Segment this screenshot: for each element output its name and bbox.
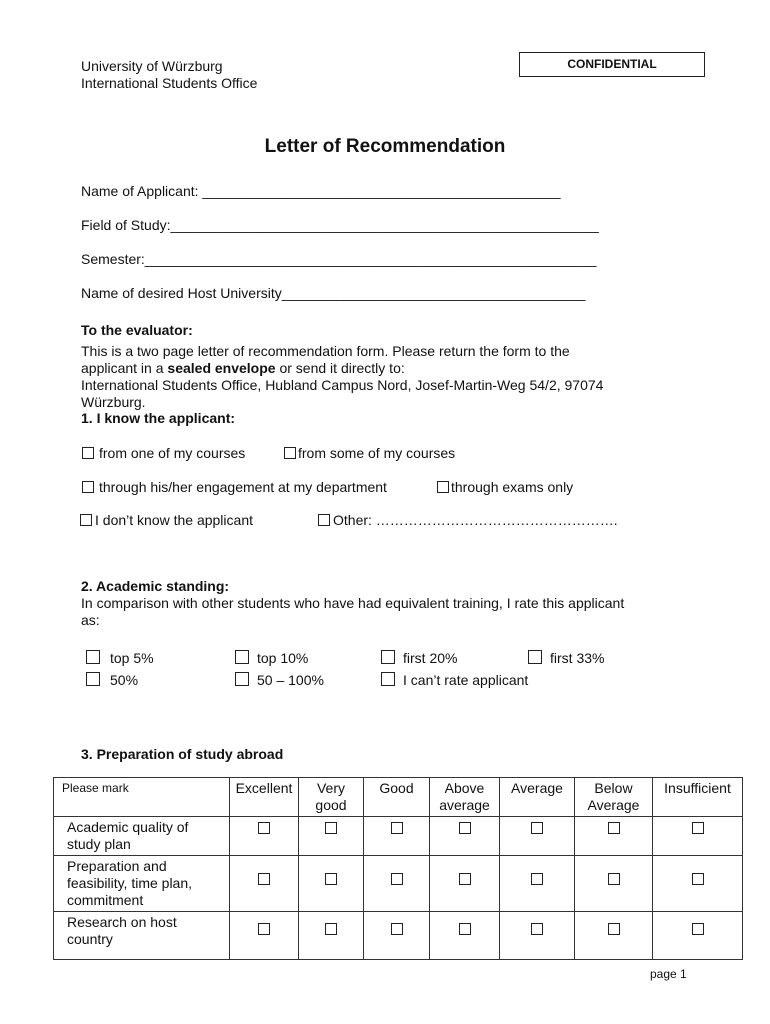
- rating-cell[interactable]: [575, 817, 653, 856]
- checkbox[interactable]: [692, 822, 704, 834]
- evaluator-text-4: Würzburg.: [81, 394, 146, 410]
- checkbox[interactable]: [258, 822, 270, 834]
- row-label-line: commitment: [67, 892, 144, 908]
- rating-cell[interactable]: [364, 912, 430, 960]
- checkbox[interactable]: [381, 672, 395, 686]
- col-insufficient: [653, 778, 743, 817]
- university-name: University of Würzburg: [81, 58, 223, 74]
- option-label: first 20%: [403, 650, 458, 666]
- field-of-study-field[interactable]: Field of Study:_______________________________________________________: [81, 217, 599, 233]
- col-label: Average: [511, 780, 563, 796]
- rating-cell[interactable]: [299, 817, 364, 856]
- evaluator-text-1: This is a two page letter of recommendation form. Please return the form to the: [81, 343, 570, 359]
- option-label: 50%: [110, 672, 139, 688]
- col-label: average: [439, 797, 490, 813]
- checkbox[interactable]: [391, 822, 403, 834]
- checkbox[interactable]: [235, 650, 249, 664]
- section3-heading: 3. Preparation of study abroad: [81, 746, 284, 762]
- row-label: [54, 912, 230, 960]
- row-label-line: Research on host: [67, 914, 177, 930]
- option-other[interactable]: [318, 512, 618, 528]
- checkbox[interactable]: [325, 923, 337, 935]
- semester-field[interactable]: Semester:__________________________________________________________: [81, 251, 597, 267]
- row-label-line: feasibility, time plan,: [67, 875, 193, 891]
- option-label: from some of my courses: [298, 445, 456, 461]
- checkbox[interactable]: [459, 873, 471, 885]
- table-row: [54, 912, 743, 960]
- col-above-average: [430, 778, 500, 817]
- rating-cell[interactable]: [299, 912, 364, 960]
- checkbox[interactable]: [82, 481, 94, 493]
- section1-heading: 1. I know the applicant:: [81, 410, 236, 426]
- rank-top-10[interactable]: [235, 650, 308, 666]
- confidential-label: CONFIDENTIAL: [567, 57, 657, 71]
- row-label-line: Academic quality of: [67, 819, 189, 835]
- option-label: from one of my courses: [99, 445, 246, 461]
- rank-cant-rate[interactable]: [381, 672, 528, 688]
- checkbox[interactable]: [531, 873, 543, 885]
- checkbox[interactable]: [284, 447, 296, 459]
- option-one-course[interactable]: [82, 445, 245, 461]
- rating-cell[interactable]: [430, 817, 500, 856]
- checkbox[interactable]: [82, 447, 94, 459]
- option-engagement[interactable]: [82, 479, 387, 495]
- checkbox[interactable]: [531, 822, 543, 834]
- row-label-line: Preparation and: [67, 858, 167, 874]
- checkbox[interactable]: [381, 650, 395, 664]
- col-good: [364, 778, 430, 817]
- checkbox[interactable]: [608, 873, 620, 885]
- sealed-envelope-text: sealed envelope: [167, 360, 276, 376]
- option-label: first 33%: [550, 650, 605, 666]
- section2-text-2: as:: [81, 612, 100, 628]
- evaluator-text-2: [81, 360, 405, 376]
- checkbox[interactable]: [391, 923, 403, 935]
- col-excellent: [230, 778, 299, 817]
- evaluator-heading: To the evaluator:: [81, 322, 193, 338]
- col-label: Below: [594, 780, 633, 796]
- rating-cell[interactable]: [653, 856, 743, 912]
- evaluator-text-2a: applicant in a: [81, 360, 168, 376]
- table-row: [54, 817, 743, 856]
- rating-cell[interactable]: [230, 912, 299, 960]
- please-mark-label: Please mark: [62, 781, 129, 795]
- col-label: Good: [379, 780, 414, 796]
- rank-50-100[interactable]: [235, 672, 324, 688]
- col-label: Very: [316, 780, 345, 796]
- col-average: [500, 778, 575, 817]
- checkbox[interactable]: [86, 650, 100, 664]
- rating-cell[interactable]: [430, 856, 500, 912]
- rating-cell[interactable]: [500, 817, 575, 856]
- page-number: page 1: [650, 967, 687, 981]
- table-row: [54, 856, 743, 912]
- checkbox[interactable]: [437, 481, 449, 493]
- option-dont-know[interactable]: [80, 512, 253, 528]
- row-label-line: study plan: [67, 836, 131, 852]
- rating-cell[interactable]: [230, 817, 299, 856]
- option-label: I can’t rate applicant: [403, 672, 529, 688]
- option-label: Other: …………………………………………….: [333, 512, 618, 528]
- option-label: 50 – 100%: [257, 672, 324, 688]
- checkbox[interactable]: [459, 923, 471, 935]
- col-very-good: [299, 778, 364, 817]
- rating-cell[interactable]: [500, 912, 575, 960]
- checkbox[interactable]: [258, 873, 270, 885]
- option-exams-only[interactable]: [437, 479, 573, 495]
- checkbox[interactable]: [86, 672, 100, 686]
- evaluator-text-3: International Students Office, Hubland Campus Nord, Josef-Martin-Weg 54/2, 97074: [81, 377, 604, 393]
- host-university-field[interactable]: Name of desired Host University_______________________________________: [81, 285, 586, 301]
- col-label: good: [315, 797, 347, 813]
- confidential-box: [519, 52, 705, 77]
- col-label: Average: [587, 797, 640, 813]
- evaluator-text-2b: or send it directly to:: [275, 360, 405, 376]
- rating-cell[interactable]: [653, 912, 743, 960]
- checkbox[interactable]: [608, 923, 620, 935]
- checkbox[interactable]: [608, 822, 620, 834]
- rating-cell[interactable]: [230, 856, 299, 912]
- rank-50[interactable]: [86, 672, 138, 688]
- checkbox[interactable]: [235, 672, 249, 686]
- option-some-courses[interactable]: [284, 445, 455, 461]
- rank-first-20[interactable]: [381, 650, 457, 666]
- rating-cell[interactable]: [430, 912, 500, 960]
- option-label: through his/her engagement at my department: [99, 479, 387, 495]
- rating-table: [53, 777, 743, 960]
- table-header-row: [54, 778, 743, 817]
- row-label-line: country: [67, 931, 113, 947]
- section2-text-1: In comparison with other students who have had equivalent training, I rate this applicant: [81, 595, 625, 611]
- row-label: [54, 856, 230, 912]
- col-label: Excellent: [235, 780, 293, 796]
- checkbox[interactable]: [391, 873, 403, 885]
- option-label: through exams only: [451, 479, 574, 495]
- option-label: I don’t know the applicant: [95, 512, 253, 528]
- table-corner-cell: [54, 778, 230, 817]
- rating-cell[interactable]: [364, 817, 430, 856]
- applicant-name-field[interactable]: Name of Applicant: ______________________________________________: [81, 183, 561, 199]
- col-label: Above: [444, 780, 485, 796]
- rating-cell[interactable]: [575, 856, 653, 912]
- row-label: [54, 817, 230, 856]
- option-label: top 10%: [257, 650, 309, 666]
- col-below-average: [575, 778, 653, 817]
- rating-cell[interactable]: [299, 856, 364, 912]
- checkbox[interactable]: [531, 923, 543, 935]
- checkbox[interactable]: [692, 923, 704, 935]
- option-label: top 5%: [110, 650, 154, 666]
- checkbox[interactable]: [258, 923, 270, 935]
- rating-cell[interactable]: [653, 817, 743, 856]
- rating-cell[interactable]: [364, 856, 430, 912]
- checkbox[interactable]: [692, 873, 704, 885]
- checkbox[interactable]: [325, 873, 337, 885]
- checkbox[interactable]: [459, 822, 471, 834]
- rating-cell[interactable]: [500, 856, 575, 912]
- section2-heading: 2. Academic standing:: [81, 578, 230, 594]
- checkbox[interactable]: [80, 514, 92, 526]
- checkbox[interactable]: [528, 650, 542, 664]
- checkbox[interactable]: [318, 514, 330, 526]
- office-name: International Students Office: [81, 75, 258, 91]
- rank-first-33[interactable]: [528, 650, 604, 666]
- page-title: Letter of Recommendation: [264, 136, 506, 157]
- col-label: Insufficient: [664, 780, 731, 796]
- rank-top-5[interactable]: [86, 650, 154, 666]
- rating-cell[interactable]: [575, 912, 653, 960]
- checkbox[interactable]: [325, 822, 337, 834]
